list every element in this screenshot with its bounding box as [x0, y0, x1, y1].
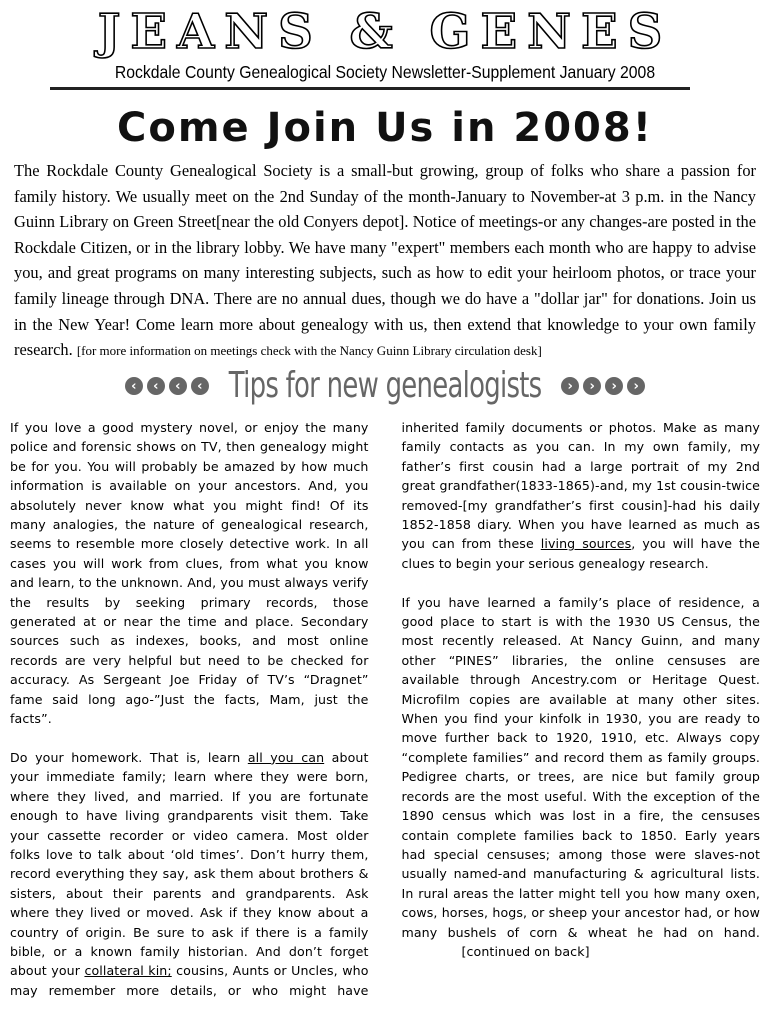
underlined-phrase: all you can: [247, 749, 325, 765]
tips-paragraph-1: If you love a good mystery novel, or enjoy the many police and forensic shows on TV, then genealogy might be for you. You will probably be amazed by how much information is available on your ancestors. And, you absolutely never know what you might find! Of its many analogies, the nature of genealogical research, seems to resemble more closely detective work. In all cases you will work from clues, from what you know and learn, to the unknown. And, you must always verify the results by seeking primary records, those generated at or near the time and place. Secondary sources such as indexes, books, and most online records are very helpful but need to be checked for accuracy. As Sergeant Joe Friday of TV’s “Dragnet” fame said long ago-”Just the facts, Mam, just the facts”.: [10, 420, 369, 727]
left-arrows: [125, 377, 209, 395]
text-run: Do your homework. That is, learn: [10, 749, 248, 765]
newsletter-masthead: JEANS & GENES: [97, 4, 673, 60]
chevron-right-circle-icon: ›: [627, 377, 645, 395]
underlined-phrase: living sources: [540, 536, 632, 552]
tips-paragraph-3: [402, 593, 761, 962]
intro-paragraph: [14, 158, 756, 364]
underlined-phrase: collateral kin;: [84, 963, 172, 979]
chevron-right-circle-icon: ›: [561, 377, 579, 395]
chevron-left-circle-icon: ‹: [147, 377, 165, 395]
text-run: cousins, Aunts or Uncles, who may remember more details, or who might have inherited family documents or photos. Make as many family contacts as you can. In my own family, my father’s first cousin had a large portrait of my 2nd great grandfather(1833-1865)-and, my 1st cousin-twice removed-[my grandfather’s first cousin]-had his daily 1852-1858 diary. When you have learned as much as you can from these: [10, 420, 760, 998]
left-column: [10, 418, 760, 1008]
headline: Come Join Us in 2008!: [117, 105, 653, 151]
intro-text: The Rockdale County Genealogical Society is a small-but growing, group of folks who share a passion for family history. We usually meet on the 2nd Sunday of the month-January to November-at 3 p.m. in the Nancy Guinn Library on Green Street[near the old Conyers depot]. Notice of meetings-or any changes-are posted in the Rockdale Citizen, or in the library lobby. We have many "expert" members each month who are happy to advise you, and great programs on many interesting subjects, such as how to edit your heirloom photos, or trace your family lineage through DNA. There are no annual dues, though we do have a "dollar jar" for donations. Join us in the New Year! Come learn more about genealogy with us, then extend that knowledge to your own family research.: [14, 161, 756, 360]
text-run: , you will have the clues to begin your serious genealogy research.: [401, 536, 761, 571]
tips-title: Tips for new genealogists: [228, 365, 542, 406]
chevron-right-circle-icon: ›: [605, 377, 623, 395]
chevron-left-circle-icon: ‹: [169, 377, 187, 395]
newsletter-subtitle: Rockdale County Genealogical Society Newsletter-Supplement January 2008: [114, 62, 656, 82]
continued-note: [continued on back]: [461, 943, 590, 959]
text-run: about your immediate family; learn where they were born, where they lived, and married. If you are fortunate enough to have living grandparents visit them. Take your cassette recorder or video camera. Most older folks love to talk about ‘old times’. Don’t hurry them, record everything they say, ask them about brothers & sisters, about their parents and grandparents. Ask where they lived or moved. Ask if they know about a country of origin. Be sure to ask if there is a family bible, or a known family historian. And don’t forget about your: [10, 749, 369, 979]
header-divider: [50, 87, 690, 90]
chevron-right-circle-icon: ›: [583, 377, 601, 395]
chevron-left-circle-icon: ‹: [125, 377, 143, 395]
intro-note: [for more information on meetings check with the Nancy Guinn Library circulation desk]: [76, 343, 542, 359]
tips-section-header: [0, 362, 770, 410]
right-arrows: [561, 377, 645, 395]
text-run: If you have learned a family’s place of residence, a good place to start is with the 1930 US Census, the most recently released. At Nancy Guinn, and many other “PINES” libraries, the online censuses are available through Ancestry.com or Heritage Quest. Microfilm copies are available at many other sites. When you find your kinfolk in 1930, you are ready to move further back to 1920, 1910, etc. Always copy “complete families” and record them as family groups. Pedigree charts, or trees, are nice but family group records are the most useful. With the exception of the 1890 census which was lost in a fire, the censuses contain complete families back to 1850. Early years had special censuses; among those were slaves-not usually named-and manufacturing & agricultural lists. In rural areas the latter might tell you how many oxen, cows, horses, hogs, or sheep your ancestor had, or how many bushels of corn & wheat he had on hand.: [401, 594, 760, 940]
chevron-left-circle-icon: ‹: [191, 377, 209, 395]
